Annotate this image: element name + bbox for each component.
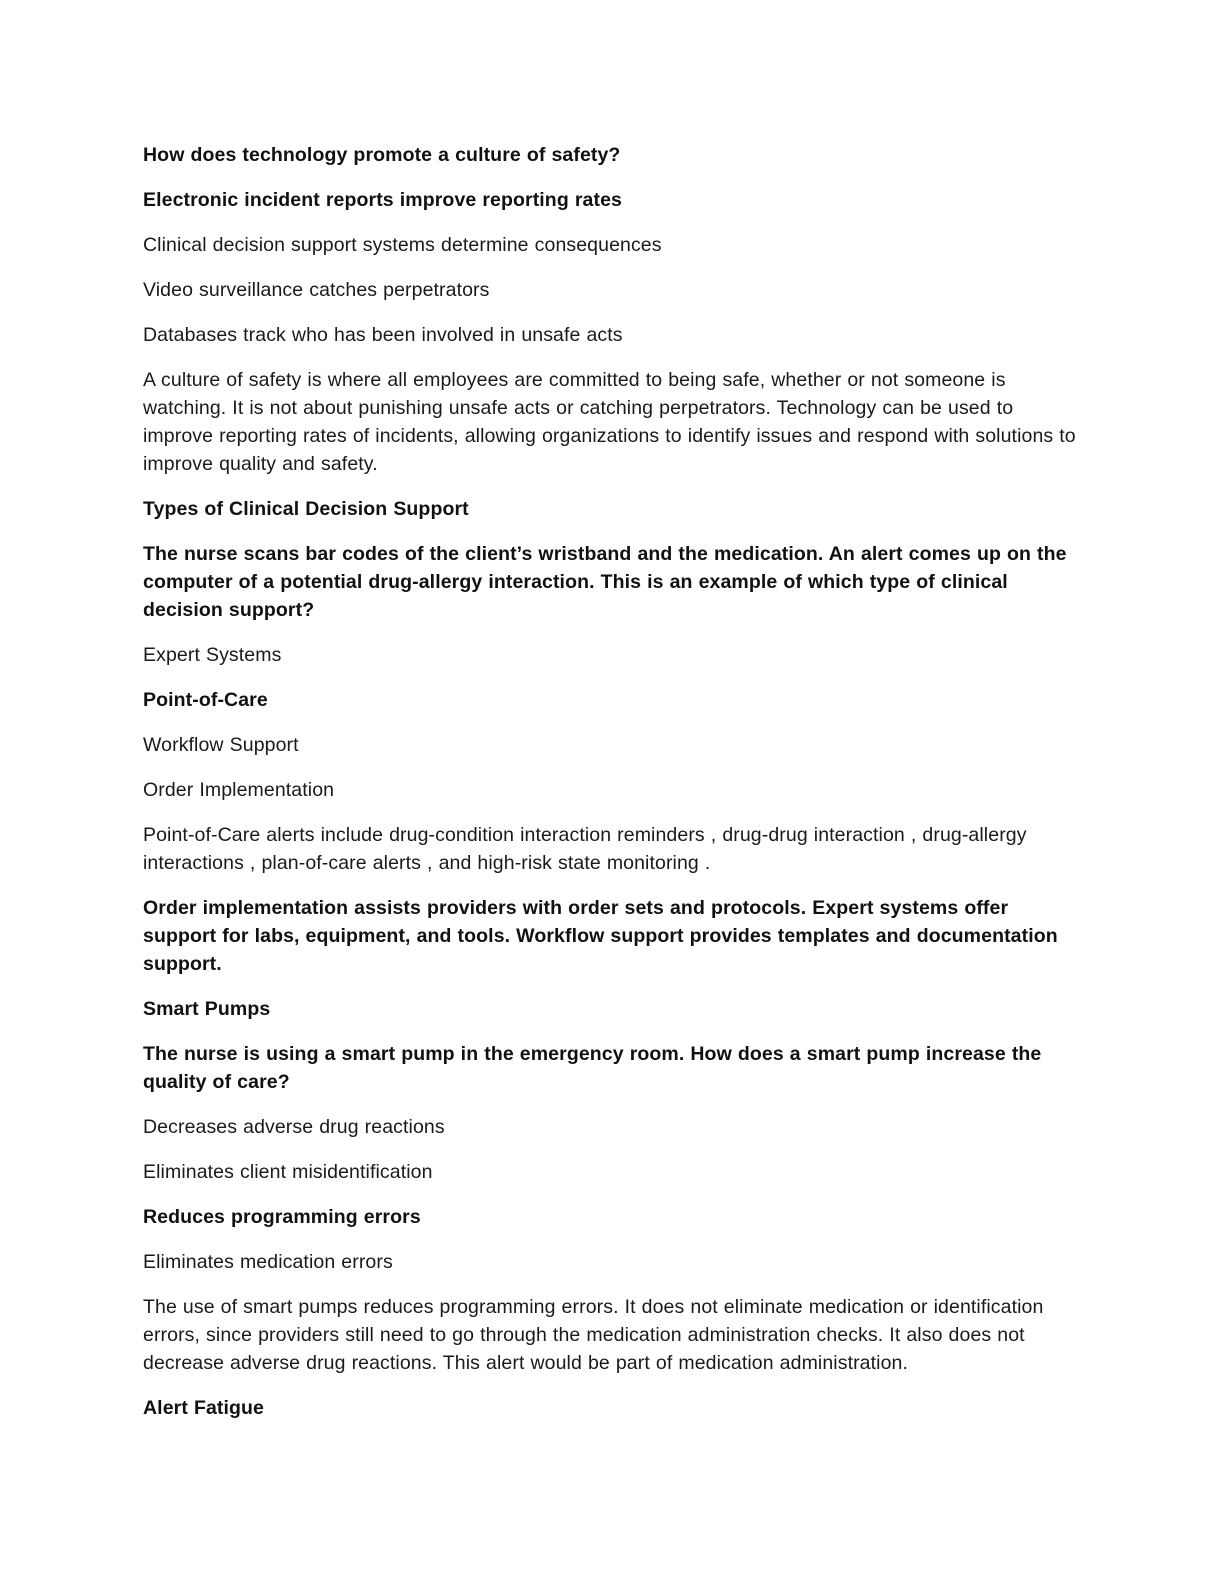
document-paragraph: Video surveillance catches perpetrators [143, 279, 490, 301]
document-paragraph-bold: Electronic incident reports improve reporting rates [143, 189, 622, 211]
document-paragraph-bold: Smart Pumps [143, 998, 271, 1020]
document-body [143, 141, 1080, 1422]
document-paragraph: Eliminates client misidentification [143, 1161, 433, 1183]
document-paragraph: Point-of-Care alerts include drug-condition interaction reminders , drug-drug interaction , drug-allergy interactions , plan-of-care alerts , and high-risk state monitoring . [143, 824, 1027, 874]
document-paragraph: Databases track who has been involved in unsafe acts [143, 324, 623, 346]
document-paragraph: Decreases adverse drug reactions [143, 1116, 445, 1138]
document-paragraph-bold: The nurse scans bar codes of the client’s wristband and the medication. An alert comes up on the computer of a potential drug-allergy interaction. This is an example of which type of clinical decision support? [143, 543, 1067, 621]
document-paragraph: A culture of safety is where all employees are committed to being safe, whether or not someone is watching. It is not about punishing unsafe acts or catching perpetrators. Technology can be used to improve reporting rates of incidents, allowing organizations to identify issues and respond with solutions to improve quality and safety. [143, 369, 1076, 475]
document-paragraph-bold: Types of Clinical Decision Support [143, 498, 469, 520]
document-paragraph-bold: Reduces programming errors [143, 1206, 421, 1228]
document-paragraph-bold: How does technology promote a culture of safety? [143, 144, 621, 166]
document-paragraph: Workflow Support [143, 734, 299, 756]
document-paragraph: Clinical decision support systems determine consequences [143, 234, 662, 256]
document-paragraph-bold: Point-of-Care [143, 689, 268, 711]
document-paragraph: The use of smart pumps reduces programming errors. It does not eliminate medication or identification errors, since providers still need to go through the medication administration checks. It also does not decrease adverse drug reactions. This alert would be part of medication administration. [143, 1296, 1044, 1374]
document-paragraph-bold: Alert Fatigue [143, 1397, 264, 1419]
document-paragraph-bold: The nurse is using a smart pump in the emergency room. How does a smart pump increase the quality of care? [143, 1043, 1042, 1093]
document-paragraph-bold: Order implementation assists providers with order sets and protocols. Expert systems offer support for labs, equipment, and tools. Workflow support provides templates and documentation support. [143, 897, 1058, 975]
document-paragraph: Expert Systems [143, 644, 282, 666]
document-paragraph: Eliminates medication errors [143, 1251, 393, 1273]
document-paragraph: Order Implementation [143, 779, 335, 801]
